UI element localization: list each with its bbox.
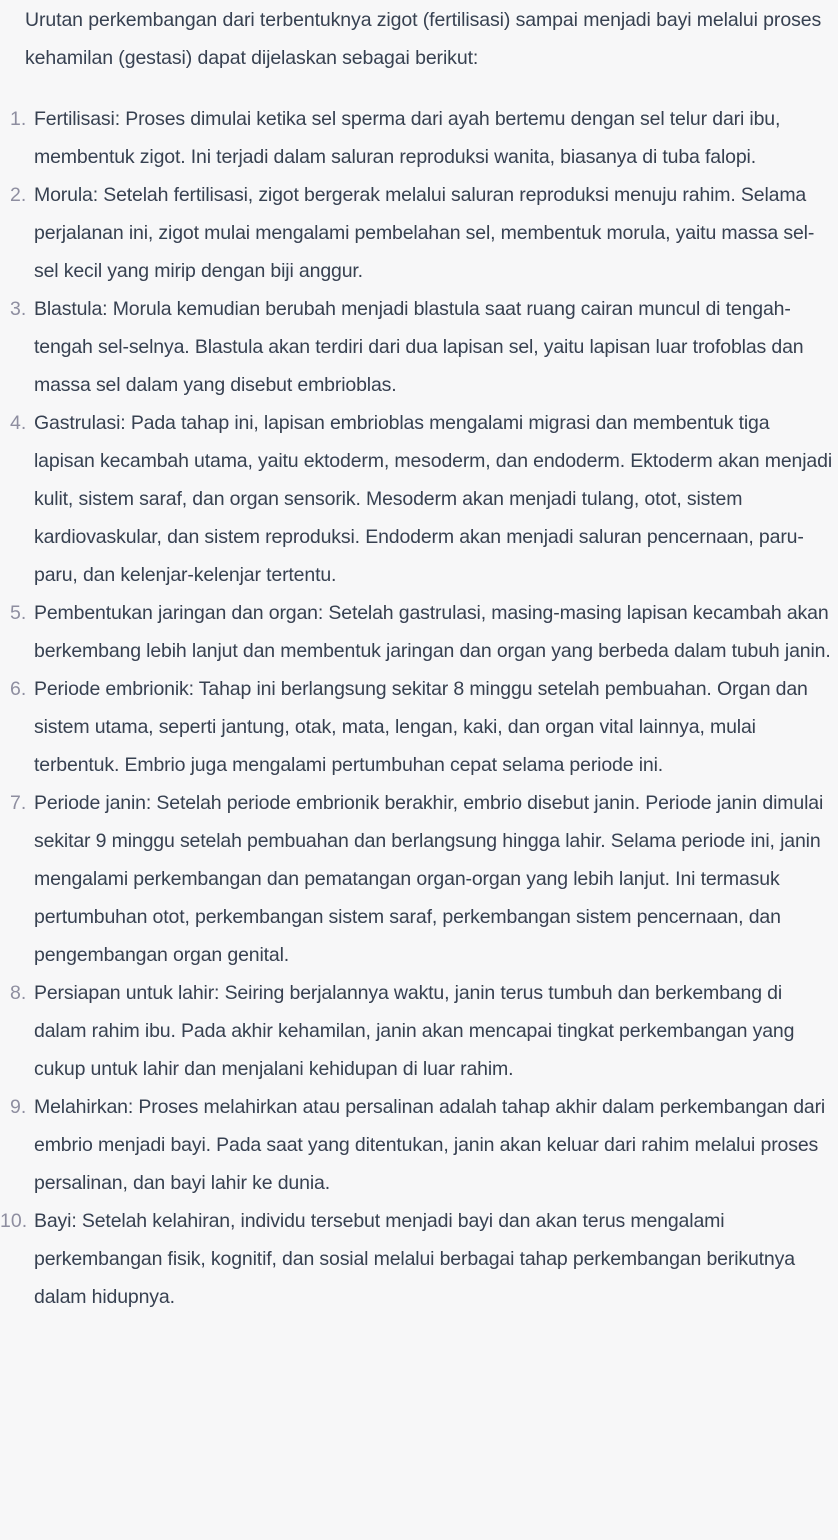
list-item	[0, 290, 832, 404]
list-item-text: Gastrulasi: Pada tahap ini, lapisan embrioblas mengalami migrasi dan membentuk tiga lapisan kecambah utama, yaitu ektoderm, mesoderm, dan endoderm. Ektoderm akan menjadi kulit, sistem saraf, dan organ sensorik. Mesoderm akan menjadi tulang, otot, sistem kardiovaskular, dan sistem reproduksi. Endoderm akan menjadi saluran pencernaan, paru-paru, dan kelenjar-kelenjar tertentu.	[34, 412, 833, 586]
list-item-text: Periode janin: Setelah periode embrionik berakhir, embrio disebut janin. Periode janin dimulai sekitar 9 minggu setelah pembuahan dan berlangsung hingga lahir. Selama periode ini, janin mengalami perkembangan dan pematangan organ-organ yang lebih lanjut. Ini termasuk pertumbuhan otot, perkembangan sistem saraf, perkembangan sistem pencernaan, dan pengembangan organ genital.	[34, 792, 824, 966]
list-item	[0, 176, 832, 290]
list-item-number: 4.	[10, 412, 27, 434]
list-item	[0, 1202, 832, 1316]
list-item	[0, 670, 832, 784]
list-item-text: Pembentukan jaringan dan organ: Setelah gastrulasi, masing-masing lapisan kecambah akan berkembang lebih lanjut dan membentuk jaringan dan organ yang berbeda dalam tubuh janin.	[34, 602, 831, 662]
intro-paragraph: Urutan perkembangan dari terbentuknya zigot (fertilisasi) sampai menjadi bayi melalui proses kehamilan (gestasi) dapat dijelaskan sebagai berikut:	[25, 9, 822, 69]
list-item-text: Persiapan untuk lahir: Seiring berjalannya waktu, janin terus tumbuh dan berkembang di dalam rahim ibu. Pada akhir kehamilan, janin akan mencapai tingkat perkembangan yang cukup untuk lahir dan menjalani kehidupan di luar rahim.	[34, 982, 795, 1080]
list-item-text: Morula: Setelah fertilisasi, zigot bergerak melalui saluran reproduksi menuju rahim. Selama perjalanan ini, zigot mulai mengalami pembelahan sel, membentuk morula, yaitu massa sel-sel kecil yang mirip dengan biji anggur.	[34, 184, 815, 282]
list-item-text: Melahirkan: Proses melahirkan atau persalinan adalah tahap akhir dalam perkembangan dari embrio menjadi bayi. Pada saat yang ditentukan, janin akan keluar dari rahim melalui proses persalinan, dan bayi lahir ke dunia.	[34, 1096, 826, 1194]
list-item-number: 1.	[10, 108, 27, 130]
list-item-text: Bayi: Setelah kelahiran, individu tersebut menjadi bayi dan akan terus mengalami perkembangan fisik, kognitif, dan sosial melalui berbagai tahap perkembangan berikutnya dalam hidupnya.	[34, 1210, 795, 1308]
list-item-number: 9.	[10, 1096, 27, 1118]
development-steps-list	[0, 100, 832, 1316]
list-item-number: 5.	[10, 602, 27, 624]
list-item-number: 2.	[10, 184, 27, 206]
list-item	[0, 1088, 832, 1202]
list-item-number: 6.	[10, 678, 27, 700]
list-item-number: 7.	[10, 792, 27, 814]
list-item	[0, 404, 832, 594]
list-item-number: 10.	[0, 1210, 28, 1232]
list-item-number: 8.	[10, 982, 27, 1004]
list-item-number: 3.	[10, 298, 27, 320]
list-item-text: Periode embrionik: Tahap ini berlangsung sekitar 8 minggu setelah pembuahan. Organ dan sistem utama, seperti jantung, otak, mata, lengan, kaki, dan organ vital lainnya, mulai terbentuk. Embrio juga mengalami pertumbuhan cepat selama periode ini.	[34, 678, 808, 776]
list-item	[0, 100, 832, 176]
list-item	[0, 784, 832, 974]
list-item	[0, 594, 832, 670]
list-item	[0, 974, 832, 1088]
list-item-text: Blastula: Morula kemudian berubah menjadi blastula saat ruang cairan muncul di tengah-tengah sel-selnya. Blastula akan terdiri dari dua lapisan sel, yaitu lapisan luar trofoblas dan massa sel dalam yang disebut embrioblas.	[34, 298, 804, 396]
list-item-text: Fertilisasi: Proses dimulai ketika sel sperma dari ayah bertemu dengan sel telur dari ibu, membentuk zigot. Ini terjadi dalam saluran reproduksi wanita, biasanya di tuba falopi.	[34, 108, 781, 168]
